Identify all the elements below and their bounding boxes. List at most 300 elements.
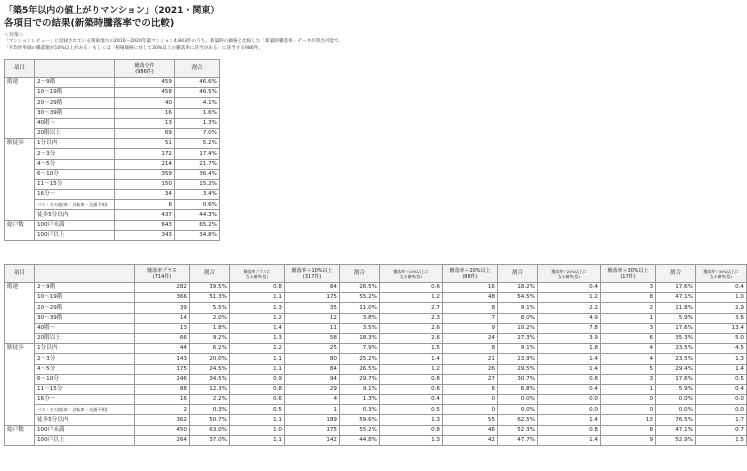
p30-ratio-cell: 1.7 <box>696 415 747 425</box>
row-label: 徒歩5分以内 <box>35 415 135 425</box>
plus-pct-cell: 2.2% <box>190 395 230 405</box>
plus-ratio-cell: 1.1 <box>230 293 285 303</box>
row-label: 16分〜 <box>35 395 135 405</box>
p10-count-cell: 189 <box>285 415 340 425</box>
p10-ratio-cell: 0.8 <box>380 374 443 384</box>
table-row <box>5 98 220 108</box>
plus-ratio-cell: 1.3 <box>230 333 285 343</box>
p30-count-cell: 1 <box>601 384 656 394</box>
target-note-line-2: 「平均坪単価の騰落額が10%以上がある」もしくは「相場価格に対して30%以上の騰落率に該当がある」に該当する986件。 <box>4 46 263 51</box>
p20-pct-cell: 30.7% <box>498 374 538 384</box>
row-label: 20〜29階 <box>35 98 115 108</box>
p30-pct-cell: 35.3% <box>656 333 696 343</box>
p30-pct-cell: 11.8% <box>656 303 696 313</box>
p20-pct-cell: 27.3% <box>498 333 538 343</box>
p10-pct-cell: 1.3% <box>340 395 380 405</box>
page-title: 「築5年以内の値上がりマンション」（2021・関東） <box>4 6 220 16</box>
plus-count-cell: 14 <box>135 313 190 323</box>
p10-ratio-cell: 2.6 <box>380 333 443 343</box>
p30-count-cell: 3 <box>601 374 656 384</box>
plus-count-cell: 143 <box>135 354 190 364</box>
p30-pct-cell: 29.4% <box>656 364 696 374</box>
page-subtitle: 各項目での結果(新築時騰落率での比較) <box>4 18 175 29</box>
row-label: 10〜19階 <box>35 88 115 98</box>
table-row <box>5 88 220 98</box>
plus-count-cell: 66 <box>135 333 190 343</box>
header-item: 項目 <box>5 265 35 283</box>
plus-pct-cell: 5.5% <box>190 303 230 313</box>
p30-ratio-cell: 3.6 <box>696 313 747 323</box>
table-row <box>5 220 220 230</box>
header-p20-pct: 割合 <box>498 265 538 283</box>
p30-ratio-cell: 0.0 <box>696 395 747 405</box>
row-label: 30〜39階 <box>35 108 115 118</box>
header-item-label <box>35 60 115 78</box>
plus-pct-cell: 34.5% <box>190 374 230 384</box>
table-row <box>5 323 747 333</box>
row-category: 駅徒歩 <box>5 139 35 221</box>
p30-count-cell: 2 <box>601 303 656 313</box>
p20-pct-cell: 29.5% <box>498 364 538 374</box>
p20-count-cell: 8 <box>443 344 498 354</box>
p10-ratio-cell: 1.2 <box>380 364 443 374</box>
p10-ratio-cell: 0.5 <box>380 405 443 415</box>
p20-count-cell: 48 <box>443 293 498 303</box>
row-label: 6〜10分 <box>35 374 135 384</box>
p10-pct-cell: 25.2% <box>340 354 380 364</box>
table-row <box>5 313 747 323</box>
p30-count-cell: 8 <box>601 293 656 303</box>
p30-pct-cell: 0.0% <box>656 405 696 415</box>
p10-count-cell: 29 <box>285 384 340 394</box>
plus-count-cell: 88 <box>135 384 190 394</box>
percentage-cell: 46.5% <box>175 88 220 98</box>
plus-count-cell: 362 <box>135 415 190 425</box>
p10-count-cell: 1 <box>285 405 340 415</box>
table-row <box>5 149 220 159</box>
p20-count-cell: 9 <box>443 323 498 333</box>
p10-count-cell: 175 <box>285 425 340 435</box>
p20-ratio-cell: 1.4 <box>538 364 601 374</box>
row-label: 100戸未満 <box>35 425 135 435</box>
table-row <box>5 415 747 425</box>
plus-count-cell: 366 <box>135 293 190 303</box>
plus-count-cell: 264 <box>135 435 190 445</box>
plus-ratio-cell: 0.6 <box>230 395 285 405</box>
p20-ratio-cell: 1.4 <box>538 354 601 364</box>
header-p30-count: 騰落率＋30%以上 (17件) <box>601 265 656 283</box>
p10-pct-cell: 0.3% <box>340 405 380 415</box>
plus-pct-cell: 2.0% <box>190 313 230 323</box>
p30-pct-cell: 23.5% <box>656 344 696 354</box>
plus-ratio-cell: 1.1 <box>230 354 285 364</box>
plus-pct-cell: 6.2% <box>190 344 230 354</box>
p20-ratio-cell: 1.8 <box>538 344 601 354</box>
p20-count-cell: 7 <box>443 313 498 323</box>
table-row <box>5 139 220 149</box>
percentage-cell: 34.8% <box>175 230 220 240</box>
table-row <box>5 333 747 343</box>
p30-ratio-cell: 13.4 <box>696 323 747 333</box>
p30-pct-cell: 0.0% <box>656 395 696 405</box>
plus-count-cell: 282 <box>135 283 190 293</box>
p10-pct-cell: 3.8% <box>340 313 380 323</box>
row-label: 1分以内 <box>35 344 135 354</box>
p20-ratio-cell: 3.9 <box>538 333 601 343</box>
p10-pct-cell: 55.2% <box>340 425 380 435</box>
p30-count-cell: 3 <box>601 323 656 333</box>
count-cell: 40 <box>115 98 175 108</box>
percentage-cell: 21.7% <box>175 159 220 169</box>
plus-ratio-cell: 0.8 <box>230 283 285 293</box>
p10-ratio-cell: 2.3 <box>380 313 443 323</box>
p20-count-cell: 16 <box>443 283 498 293</box>
header-p20-ratio: 騰落率＋20%以上に なる確率(倍) <box>538 265 601 283</box>
header-plus-ratio: 騰落率プラスに なる確率(倍) <box>230 265 285 283</box>
row-label: 徒歩5分以内 <box>35 210 115 220</box>
row-category: 階建 <box>5 283 35 344</box>
row-label: 2〜9階 <box>35 78 115 88</box>
plus-pct-cell: 12.3% <box>190 384 230 394</box>
p10-pct-cell: 55.2% <box>340 293 380 303</box>
table-row <box>5 374 747 384</box>
p10-pct-cell: 7.9% <box>340 344 380 354</box>
plus-ratio-cell: 0.8 <box>230 384 285 394</box>
p30-pct-cell: 23.5% <box>656 354 696 364</box>
count-cell: 437 <box>115 210 175 220</box>
plus-pct-cell: 39.5% <box>190 283 230 293</box>
p30-count-cell: 0 <box>601 405 656 415</box>
table-row <box>5 283 747 293</box>
percentage-cell: 1.6% <box>175 108 220 118</box>
table-row <box>5 354 747 364</box>
table-row <box>5 128 220 138</box>
p20-pct-cell: 0.0% <box>498 395 538 405</box>
p30-ratio-cell: 4.5 <box>696 344 747 354</box>
header-plus-pct: 割合 <box>190 265 230 283</box>
row-label: 100戸以上 <box>35 230 115 240</box>
plus-ratio-cell: 0.5 <box>230 405 285 415</box>
row-label: 10〜19階 <box>35 293 135 303</box>
p30-pct-cell: 52.9% <box>656 435 696 445</box>
header-item: 項目 <box>5 60 35 78</box>
table-row <box>5 169 220 179</box>
plus-ratio-cell: 0.9 <box>230 374 285 384</box>
row-label: バス・その他(車・自転車・交通不明) <box>35 405 135 415</box>
p20-pct-cell: 47.7% <box>498 435 538 445</box>
p10-pct-cell: 26.5% <box>340 364 380 374</box>
plus-pct-cell: 24.5% <box>190 364 230 374</box>
p20-ratio-cell: 2.2 <box>538 303 601 313</box>
plus-pct-cell: 9.2% <box>190 333 230 343</box>
header-plus-count: 騰落率プラス (714件) <box>135 265 190 283</box>
p30-count-cell: 13 <box>601 415 656 425</box>
p10-count-cell: 84 <box>285 364 340 374</box>
p10-ratio-cell: 1.5 <box>380 344 443 354</box>
plus-ratio-cell: 1.3 <box>230 303 285 313</box>
p20-ratio-cell: 0.8 <box>538 374 601 384</box>
p30-pct-cell: 17.6% <box>656 323 696 333</box>
table-row <box>5 344 747 354</box>
p10-count-cell: 58 <box>285 333 340 343</box>
p30-count-cell: 3 <box>601 283 656 293</box>
row-label: 11〜15分 <box>35 179 115 189</box>
p20-count-cell: 0 <box>443 405 498 415</box>
count-cell: 459 <box>115 78 175 88</box>
count-cell: 214 <box>115 159 175 169</box>
p30-pct-cell: 47.1% <box>656 293 696 303</box>
p20-count-cell: 8 <box>443 303 498 313</box>
count-cell: 359 <box>115 169 175 179</box>
row-label: 20階以上 <box>35 333 135 343</box>
p20-ratio-cell: 0.0 <box>538 395 601 405</box>
p20-ratio-cell: 0.4 <box>538 384 601 394</box>
p10-count-cell: 175 <box>285 293 340 303</box>
p20-ratio-cell: 0.4 <box>538 283 601 293</box>
p30-pct-cell: 17.6% <box>656 374 696 384</box>
p30-ratio-cell: 0.7 <box>696 425 747 435</box>
p10-pct-cell: 9.1% <box>340 384 380 394</box>
percentage-cell: 46.6% <box>175 78 220 88</box>
table-row <box>5 230 220 240</box>
p10-count-cell: 94 <box>285 374 340 384</box>
row-category: 総戸数 <box>5 220 35 240</box>
p10-ratio-cell: 1.2 <box>380 293 443 303</box>
percentage-cell: 44.3% <box>175 210 220 220</box>
p30-ratio-cell: 1.3 <box>696 354 747 364</box>
p20-ratio-cell: 7.8 <box>538 323 601 333</box>
plus-pct-cell: 37.0% <box>190 435 230 445</box>
p30-ratio-cell: 1.4 <box>696 364 747 374</box>
percentage-cell: 15.2% <box>175 179 220 189</box>
p30-pct-cell: 5.9% <box>656 384 696 394</box>
count-cell: 172 <box>115 149 175 159</box>
p20-count-cell: 55 <box>443 415 498 425</box>
table-row <box>5 159 220 169</box>
p20-pct-cell: 54.5% <box>498 293 538 303</box>
p20-pct-cell: 6.8% <box>498 384 538 394</box>
plus-pct-cell: 63.0% <box>190 425 230 435</box>
header-all-count: 騰落全件 (986件) <box>115 60 175 78</box>
row-label: 2〜3分 <box>35 354 135 364</box>
row-category: 総戸数 <box>5 425 35 445</box>
count-cell: 643 <box>115 220 175 230</box>
p20-pct-cell: 18.2% <box>498 283 538 293</box>
count-cell: 150 <box>115 179 175 189</box>
row-label: 16分〜 <box>35 190 115 200</box>
count-cell: 458 <box>115 88 175 98</box>
p20-count-cell: 0 <box>443 395 498 405</box>
plus-count-cell: 44 <box>135 344 190 354</box>
plus-ratio-cell: 1.1 <box>230 364 285 374</box>
table-row <box>5 200 220 210</box>
percentage-cell: 0.6% <box>175 200 220 210</box>
header-p10-ratio: 騰落率＋10%以上に なる確率(倍) <box>380 265 443 283</box>
p20-count-cell: 27 <box>443 374 498 384</box>
header-p10-pct: 割合 <box>340 265 380 283</box>
p30-pct-cell: 5.9% <box>656 313 696 323</box>
plus-ratio-cell: 1.2 <box>230 344 285 354</box>
p20-pct-cell: 23.9% <box>498 354 538 364</box>
percentage-cell: 5.2% <box>175 139 220 149</box>
p30-pct-cell: 17.6% <box>656 283 696 293</box>
percentage-cell: 7.0% <box>175 128 220 138</box>
percentage-cell: 1.3% <box>175 118 220 128</box>
plus-count-cell: 2 <box>135 405 190 415</box>
plus-ratio-cell: 1.1 <box>230 435 285 445</box>
p10-pct-cell: 29.7% <box>340 374 380 384</box>
row-label: 11〜15分 <box>35 384 135 394</box>
p10-pct-cell: 26.5% <box>340 283 380 293</box>
target-note-heading: ＜対象＞ <box>4 32 25 38</box>
row-label: 20階以上 <box>35 128 115 138</box>
p30-count-cell: 9 <box>601 435 656 445</box>
p20-pct-cell: 62.5% <box>498 415 538 425</box>
plus-count-cell: 16 <box>135 395 190 405</box>
plus-pct-cell: 51.3% <box>190 293 230 303</box>
p10-ratio-cell: 0.4 <box>380 395 443 405</box>
p20-pct-cell: 9.1% <box>498 344 538 354</box>
p30-ratio-cell: 5.0 <box>696 333 747 343</box>
p30-ratio-cell: 1.5 <box>696 435 747 445</box>
table-row <box>5 293 747 303</box>
p10-count-cell: 35 <box>285 303 340 313</box>
p20-count-cell: 6 <box>443 384 498 394</box>
plus-count-cell: 175 <box>135 364 190 374</box>
plus-count-cell: 246 <box>135 374 190 384</box>
rise-rate-comparison-table <box>4 264 747 446</box>
header-percentage: 割合 <box>175 60 220 78</box>
plus-ratio-cell: 1.4 <box>230 323 285 333</box>
row-label: 4〜5分 <box>35 364 135 374</box>
p20-pct-cell: 52.3% <box>498 425 538 435</box>
p20-count-cell: 24 <box>443 333 498 343</box>
table-row <box>5 405 747 415</box>
p10-ratio-cell: 1.3 <box>380 415 443 425</box>
p10-pct-cell: 3.5% <box>340 323 380 333</box>
p30-pct-cell: 76.5% <box>656 415 696 425</box>
p30-ratio-cell: 0.4 <box>696 283 747 293</box>
row-label: 1分以内 <box>35 139 115 149</box>
p10-ratio-cell: 2.7 <box>380 303 443 313</box>
p20-ratio-cell: 1.2 <box>538 293 601 303</box>
count-cell: 13 <box>115 118 175 128</box>
row-label: 40階〜 <box>35 323 135 333</box>
percentage-cell: 3.4% <box>175 190 220 200</box>
plus-count-cell: 450 <box>135 425 190 435</box>
p10-ratio-cell: 0.8 <box>380 425 443 435</box>
p30-ratio-cell: 2.9 <box>696 303 747 313</box>
p20-count-cell: 42 <box>443 435 498 445</box>
p10-pct-cell: 44.8% <box>340 435 380 445</box>
header-p30-pct: 割合 <box>656 265 696 283</box>
p20-ratio-cell: 1.4 <box>538 435 601 445</box>
table-row <box>5 425 747 435</box>
p20-pct-cell: 0.0% <box>498 405 538 415</box>
row-label: 30〜39階 <box>35 313 135 323</box>
table-row <box>5 303 747 313</box>
table-row <box>5 210 220 220</box>
row-label: 4〜5分 <box>35 159 115 169</box>
p30-count-cell: 4 <box>601 354 656 364</box>
table-row <box>5 395 747 405</box>
header-p20-count: 騰落率＋20%以上 (88件) <box>443 265 498 283</box>
p20-pct-cell: 10.2% <box>498 323 538 333</box>
row-label: 20〜29階 <box>35 303 135 313</box>
row-label: 40階〜 <box>35 118 115 128</box>
p10-count-cell: 4 <box>285 395 340 405</box>
p10-count-cell: 25 <box>285 344 340 354</box>
p30-ratio-cell: 0.5 <box>696 374 747 384</box>
plus-ratio-cell: 1.0 <box>230 425 285 435</box>
p20-count-cell: 26 <box>443 364 498 374</box>
p10-pct-cell: 59.6% <box>340 415 380 425</box>
row-label: バス・その他(車・自転車・交通不明) <box>35 200 115 210</box>
row-label: 2〜9階 <box>35 283 135 293</box>
p10-ratio-cell: 2.6 <box>380 323 443 333</box>
p20-ratio-cell: 1.4 <box>538 415 601 425</box>
plus-pct-cell: 20.0% <box>190 354 230 364</box>
table-row <box>5 78 220 88</box>
p10-ratio-cell: 0.6 <box>380 283 443 293</box>
p30-count-cell: 1 <box>601 313 656 323</box>
count-cell: 6 <box>115 200 175 210</box>
header-p10-count: 騰落率＋10%以上 (317件) <box>285 265 340 283</box>
count-cell: 51 <box>115 139 175 149</box>
header-p30-ratio: 騰落率＋30%以上に なる確率(倍) <box>696 265 747 283</box>
count-cell: 343 <box>115 230 175 240</box>
plus-ratio-cell: 1.1 <box>230 415 285 425</box>
table-row <box>5 384 747 394</box>
p10-pct-cell: 18.3% <box>340 333 380 343</box>
percentage-cell: 17.4% <box>175 149 220 159</box>
p20-pct-cell: 9.1% <box>498 303 538 313</box>
table-row <box>5 190 220 200</box>
plus-count-cell: 13 <box>135 323 190 333</box>
plus-count-cell: 39 <box>135 303 190 313</box>
plus-pct-cell: 50.7% <box>190 415 230 425</box>
row-label: 100戸以上 <box>35 435 135 445</box>
p30-ratio-cell: 0.0 <box>696 405 747 415</box>
p30-ratio-cell: 0.4 <box>696 384 747 394</box>
p10-count-cell: 80 <box>285 354 340 364</box>
row-label: 6〜10分 <box>35 169 115 179</box>
p30-count-cell: 6 <box>601 333 656 343</box>
p30-count-cell: 4 <box>601 344 656 354</box>
p20-count-cell: 46 <box>443 425 498 435</box>
table-row <box>5 435 747 445</box>
percentage-cell: 36.4% <box>175 169 220 179</box>
plus-ratio-cell: 1.2 <box>230 313 285 323</box>
table-row <box>5 179 220 189</box>
row-label: 100戸未満 <box>35 220 115 230</box>
p10-ratio-cell: 1.4 <box>380 354 443 364</box>
p10-pct-cell: 11.0% <box>340 303 380 313</box>
p30-count-cell: 0 <box>601 395 656 405</box>
plus-pct-cell: 1.8% <box>190 323 230 333</box>
percentage-cell: 65.2% <box>175 220 220 230</box>
p10-count-cell: 84 <box>285 283 340 293</box>
p10-ratio-cell: 1.3 <box>380 435 443 445</box>
p30-count-cell: 5 <box>601 364 656 374</box>
count-cell: 69 <box>115 128 175 138</box>
p10-ratio-cell: 0.6 <box>380 384 443 394</box>
header-item-label <box>35 265 135 283</box>
overall-results-table <box>4 59 220 241</box>
count-cell: 16 <box>115 108 175 118</box>
p20-ratio-cell: 4.9 <box>538 313 601 323</box>
table-row <box>5 118 220 128</box>
